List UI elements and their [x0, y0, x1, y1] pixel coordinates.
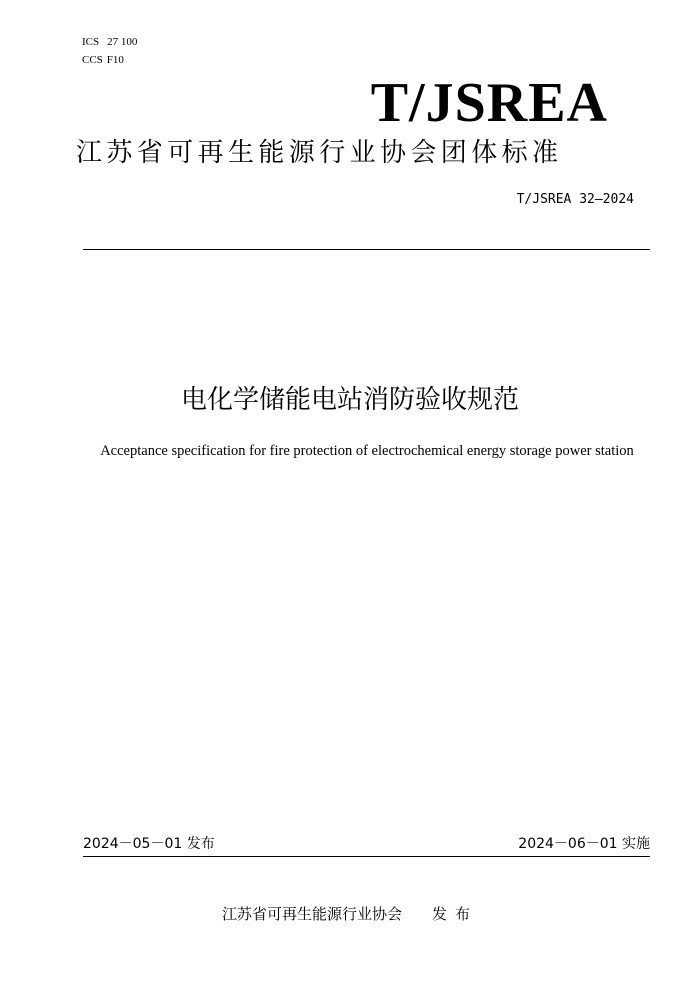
- publish-date: 2024－05－01: [83, 836, 183, 852]
- implement-date-line: [518, 834, 650, 854]
- publish-label: 发布: [186, 836, 215, 852]
- ccs-classification: [82, 54, 124, 67]
- ccs-label: CCS: [82, 54, 103, 66]
- implement-label: 实施: [622, 836, 650, 852]
- footer-divider: [83, 856, 650, 857]
- publisher-action: 发布: [432, 905, 479, 923]
- implement-date: 2024－06－01: [518, 836, 618, 852]
- document-title-chinese: 电化学储能电站消防验收规范: [180, 385, 519, 415]
- header-divider: [83, 249, 650, 250]
- publish-date-line: [83, 834, 215, 854]
- ics-classification: [82, 36, 137, 49]
- organization-code: T/JSREA: [370, 72, 608, 134]
- ccs-code: F10: [106, 54, 124, 66]
- organization-standard-name: 江苏省可再生能源行业协会团体标准: [76, 138, 563, 168]
- publisher-name: 江苏省可再生能源行业协会: [222, 905, 403, 923]
- standard-number: T/JSREA 32—2024: [516, 192, 634, 207]
- ics-label: ICS: [82, 36, 100, 48]
- document-title-english: Acceptance specification for fire protection of electrochemical energy storage power station: [100, 443, 634, 459]
- ics-code: 27 100: [107, 36, 138, 48]
- publisher-line: [222, 903, 478, 925]
